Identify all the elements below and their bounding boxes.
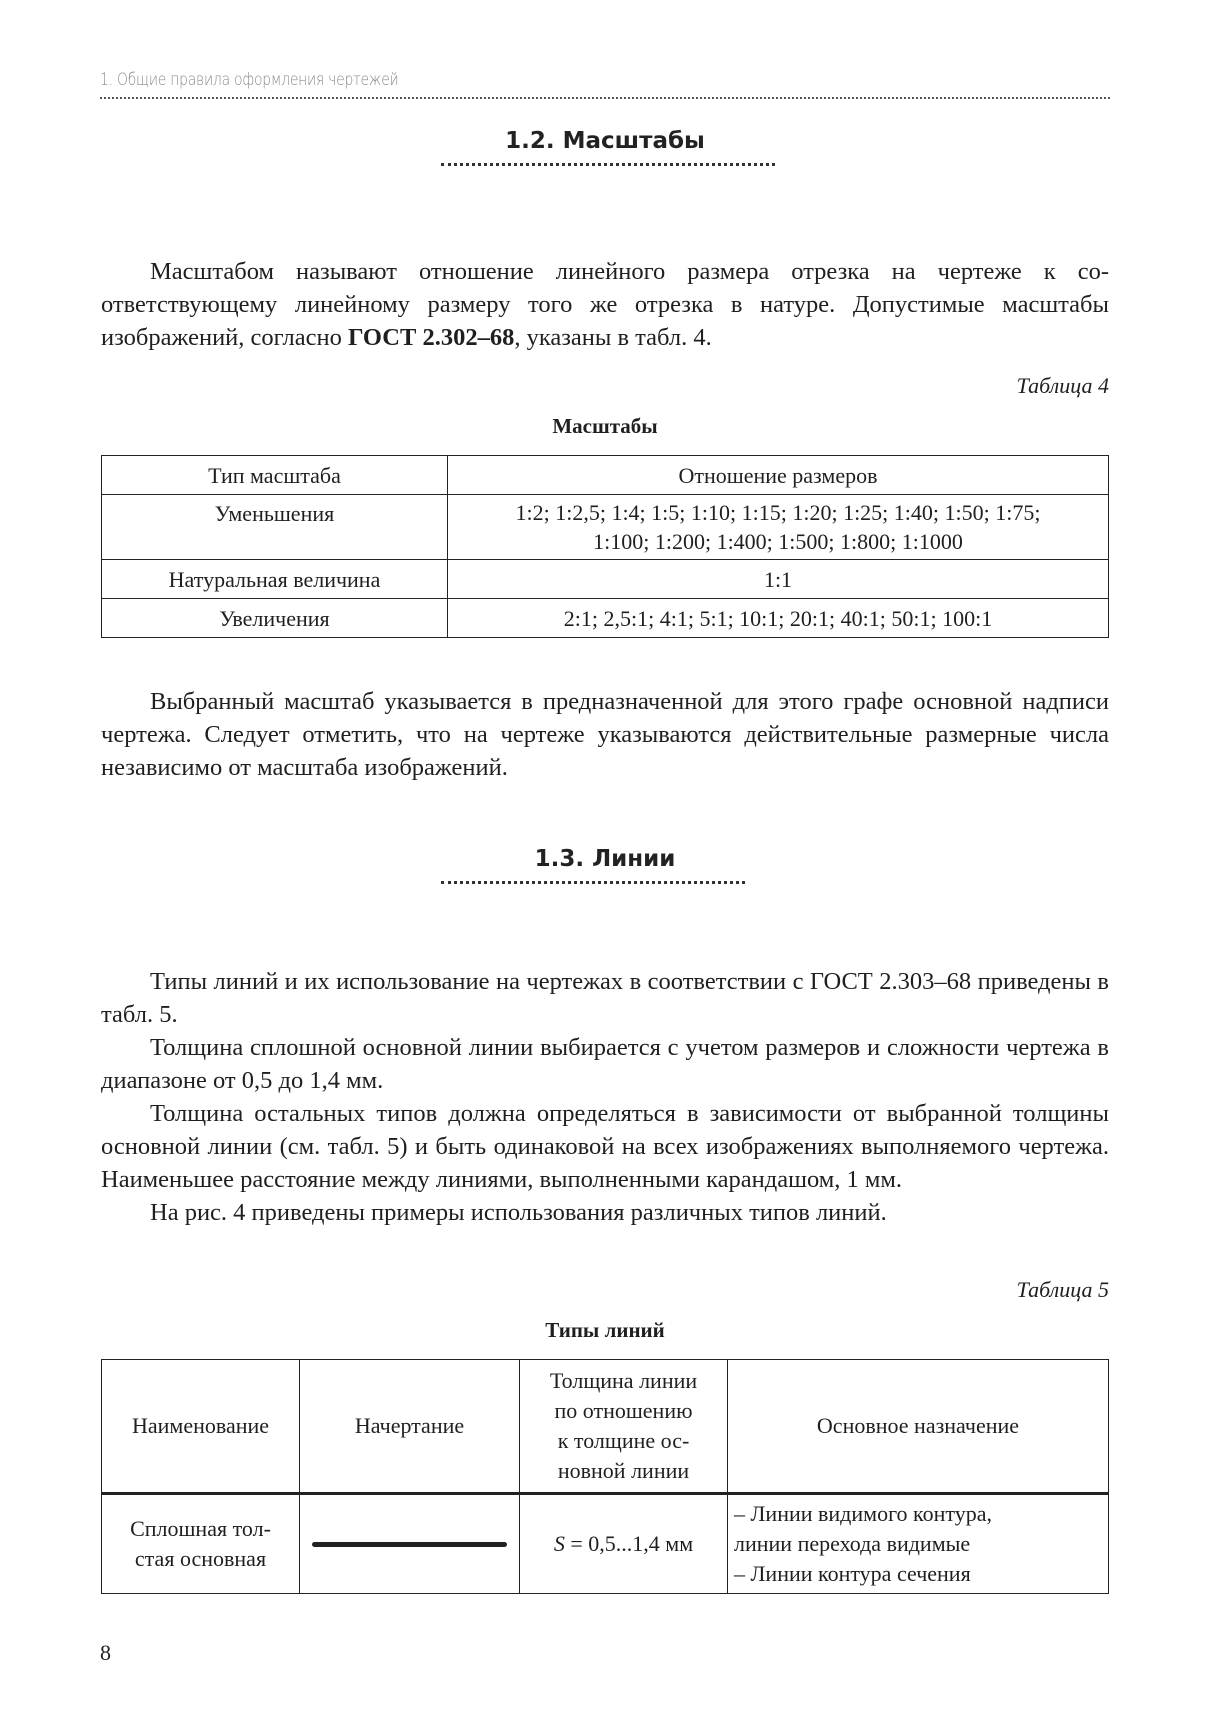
section-title-dots xyxy=(441,163,775,166)
line-types-table xyxy=(101,1359,1109,1594)
header-cell: Наименование xyxy=(102,1360,300,1494)
ratios-line: 1:2; 1:2,5; 1:4; 1:5; 1:10; 1:15; 1:20; 1:25; 1:40; 1:50; 1:75; xyxy=(515,500,1041,525)
table-header-row xyxy=(102,456,1109,495)
page-number: 8 xyxy=(100,1640,111,1665)
paragraph-text: Масштабом называют отношение линейного размера отрезка на чертеже к соответствующему линейному размеру того же отрезка в натуре. Допустимые масштабы изображений, согласно xyxy=(101,258,1109,351)
table-header-row xyxy=(102,1360,1109,1494)
section-title-dots xyxy=(441,881,745,884)
header-line: по отношению xyxy=(554,1398,693,1423)
scale-type-cell: Уменьшения xyxy=(102,495,448,560)
line-purpose-cell xyxy=(728,1494,1109,1594)
header-cell: Отношение размеров xyxy=(448,456,1109,495)
solid-thick-line-sample xyxy=(312,1542,507,1547)
purpose-line: – Линии видимого контура, xyxy=(734,1501,992,1526)
running-head: 1. Общие правила оформления чертежей xyxy=(100,70,399,90)
paragraph-text: Толщина сплошной основной линии выбирается с учетом размеров и сложности чертежа в диапазоне от 0,5 до 1,4 мм. xyxy=(101,1034,1109,1094)
purpose-line: линии перехода видимые xyxy=(734,1531,971,1556)
line-style-cell xyxy=(300,1494,520,1594)
scales-table xyxy=(101,455,1109,638)
header-cell: Основное назначение xyxy=(728,1360,1109,1494)
section-title-lines: 1.3. Линии xyxy=(534,846,676,872)
paragraph-scales-intro xyxy=(101,255,1109,354)
paragraph-lines-body xyxy=(101,965,1109,1229)
table-row xyxy=(102,1494,1109,1594)
scale-type-cell: Натуральная величина xyxy=(102,560,448,599)
scale-type-cell: Увеличения xyxy=(102,599,448,638)
paragraph-text: На рис. 4 приведены примеры использования различных типов линий. xyxy=(150,1199,887,1226)
header-line: новной линии xyxy=(557,1458,690,1483)
table-5-label: Таблица 5 xyxy=(1016,1277,1109,1302)
line-name-cell xyxy=(102,1494,300,1594)
paragraph-text: , указаны в табл. 4. xyxy=(514,324,712,351)
paragraph-text: Типы линий и их использование на чертежах в соответствии с ГОСТ 2.303–68 приведены в табл. 5. xyxy=(101,968,1109,1028)
table-4-caption: Масштабы xyxy=(552,414,658,438)
section-title-scales: 1.2. Масштабы xyxy=(505,128,705,154)
scale-ratios-cell: 2:1; 2,5:1; 4:1; 5:1; 10:1; 20:1; 40:1; 50:1; 100:1 xyxy=(448,599,1109,638)
paragraph-text: Выбранный масштаб указывается в предназначенной для этого графе основной надписи чертежа. Следует отметить, что на чертеже указываются действительные размерные числа независимо от масштаба изображений. xyxy=(101,688,1109,781)
header-line: Толщина линии xyxy=(549,1368,698,1393)
paragraph-scale-note xyxy=(101,685,1109,784)
table-row xyxy=(102,560,1109,599)
line-thickness-cell xyxy=(520,1494,728,1594)
header-cell xyxy=(520,1360,728,1494)
table-row xyxy=(102,599,1109,638)
running-head-rule xyxy=(100,97,1110,99)
table-row xyxy=(102,495,1109,560)
thickness-value: = 0,5...1,4 мм xyxy=(564,1531,694,1556)
header-cell: Начертание xyxy=(300,1360,520,1494)
header-cell: Тип масштаба xyxy=(102,456,448,495)
table-5-caption: Типы линий xyxy=(545,1318,665,1342)
table-4-label: Таблица 4 xyxy=(1016,373,1109,398)
cell-line: стая основная xyxy=(134,1546,267,1571)
scale-ratios-cell: 1:1 xyxy=(448,560,1109,599)
scale-ratios-cell xyxy=(448,495,1109,560)
gost-reference: ГОСТ 2.302–68 xyxy=(347,324,515,351)
thickness-variable: S xyxy=(553,1531,565,1556)
paragraph-text: Толщина остальных типов должна определяться в зависимости от выбранной толщины основной линии (см. табл. 5) и быть одинаковой на всех изображениях выполняемого чертежа. Наименьшее расстояние между линиями, выполненными карандашом, 1 мм. xyxy=(101,1100,1109,1193)
ratios-line: 1:100; 1:200; 1:400; 1:500; 1:800; 1:1000 xyxy=(593,529,963,554)
header-line: к толщине ос- xyxy=(557,1428,690,1453)
cell-line: Сплошная тол- xyxy=(130,1516,271,1541)
purpose-line: – Линии контура сечения xyxy=(734,1561,971,1586)
